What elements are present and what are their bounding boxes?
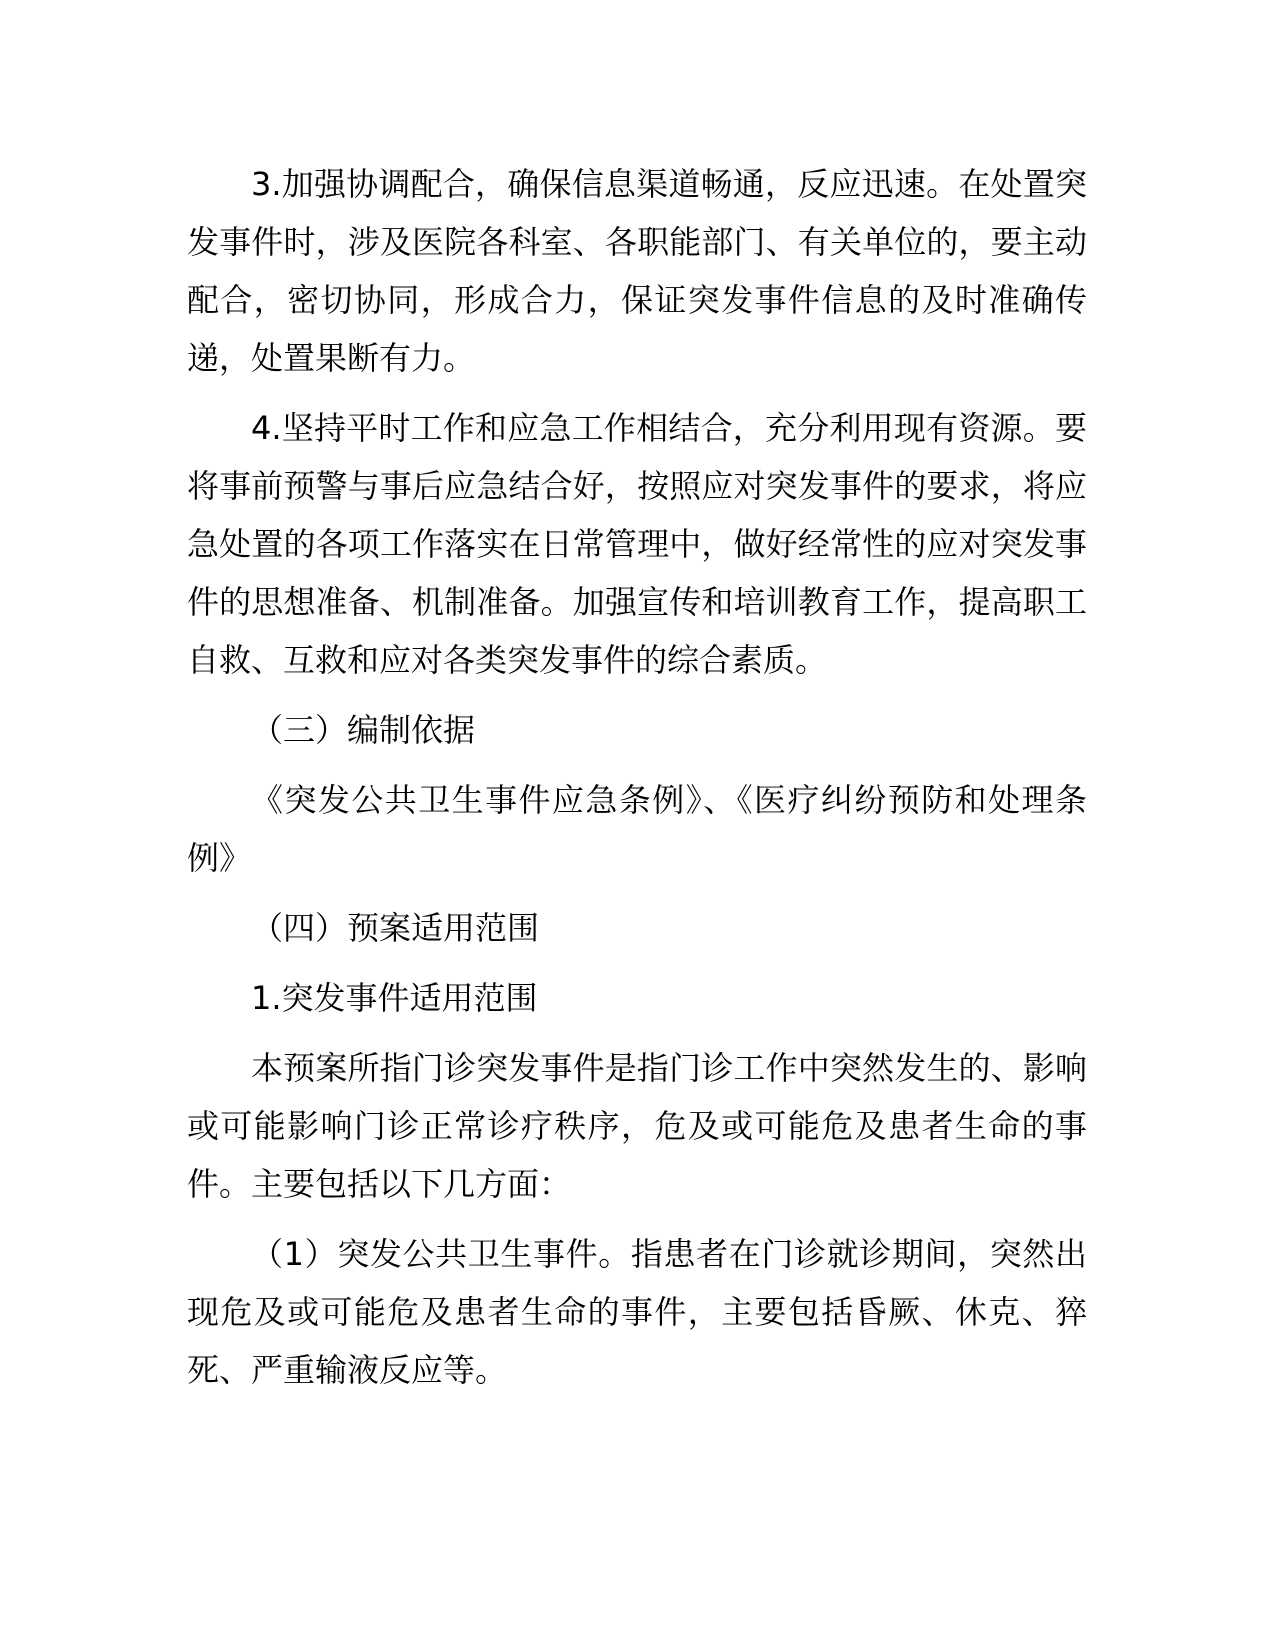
section-heading-scope: （四）预案适用范围 (251, 909, 540, 947)
section-heading-basis: （三）编制依据 (251, 711, 476, 749)
paragraph-public-health-event: （1）突发公共卫生事件。指患者在门诊就诊期间，突然出现危及或可能危及患者生命的事件，主要包括昏厥、休克、猝死、严重输液反应等。 (187, 1235, 1087, 1389)
document-body (187, 155, 1087, 1399)
paragraph-combine-routine-emergency: 4.坚持平时工作和应急工作相结合，充分利用现有资源。要将事前预警与事后应急结合好，按照应对突发事件的要求，将应急处置的各项工作落实在日常管理中，做好经常性的应对突发事件的思想准备、机制准备。加强宣传和培训教育工作，提高职工自救、互救和应对各类突发事件的综合素质。 (187, 409, 1087, 679)
paragraph-regulations: 《突发公共卫生事件应急条例》、《医疗纠纷预防和处理条例》 (187, 781, 1087, 877)
paragraph-definition: 本预案所指门诊突发事件是指门诊工作中突然发生的、影响或可能影响门诊正常诊疗秩序，危及或可能危及患者生命的事件。主要包括以下几方面： (187, 1049, 1087, 1203)
paragraph-coordination: 3.加强协调配合，确保信息渠道畅通，反应迅速。在处置突发事件时，涉及医院各科室、各职能部门、有关单位的，要主动配合，密切协同，形成合力，保证突发事件信息的及时准确传递，处置果断有力。 (187, 165, 1087, 377)
subheading-event-scope: 1.突发事件适用范围 (251, 979, 538, 1017)
